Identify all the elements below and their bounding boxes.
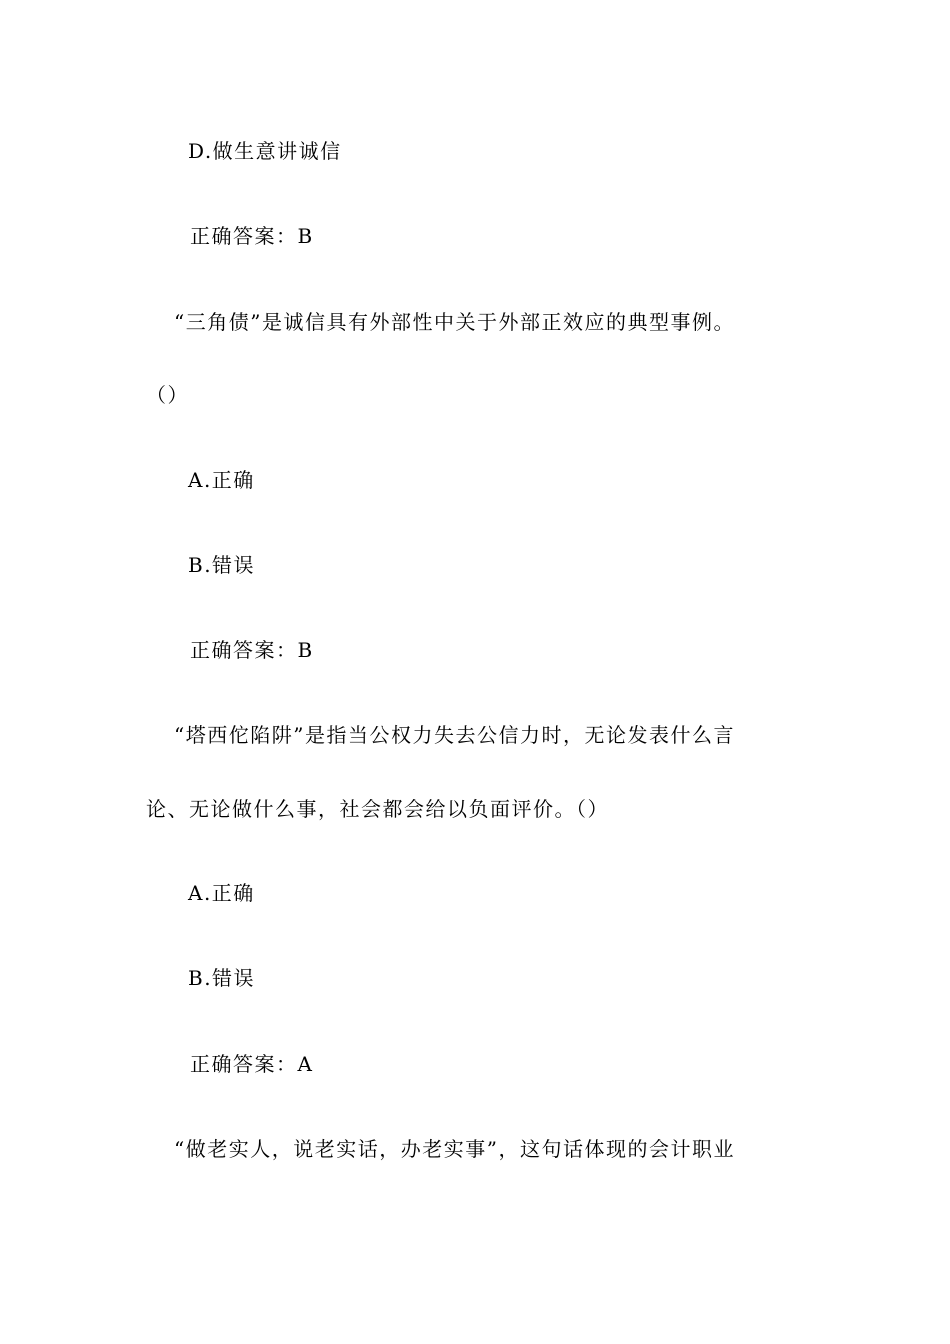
option-b: B.错误 — [188, 553, 256, 577]
question-text: “做老实人，说老实话，办老实事”，这句话体现的会计职业 — [174, 1137, 735, 1161]
question-text: “三角债”是诚信具有外部性中关于外部正效应的典型事例。 — [174, 310, 735, 334]
question-text-cont: 论、无论做什么事，社会都会给以负面评价。（） — [146, 797, 609, 821]
option-b: B.错误 — [188, 966, 256, 990]
correct-answer: 正确答案：B — [190, 224, 314, 248]
option-a: A.正确 — [188, 881, 255, 905]
option-d: D.做生意讲诚信 — [188, 139, 342, 163]
question-text: “塔西佗陷阱”是指当公权力失去公信力时，无论发表什么言 — [174, 723, 735, 747]
option-a: A.正确 — [188, 468, 255, 492]
correct-answer: 正确答案：B — [190, 638, 314, 662]
question-paren: （） — [146, 383, 189, 407]
correct-answer: 正确答案：A — [190, 1052, 314, 1076]
